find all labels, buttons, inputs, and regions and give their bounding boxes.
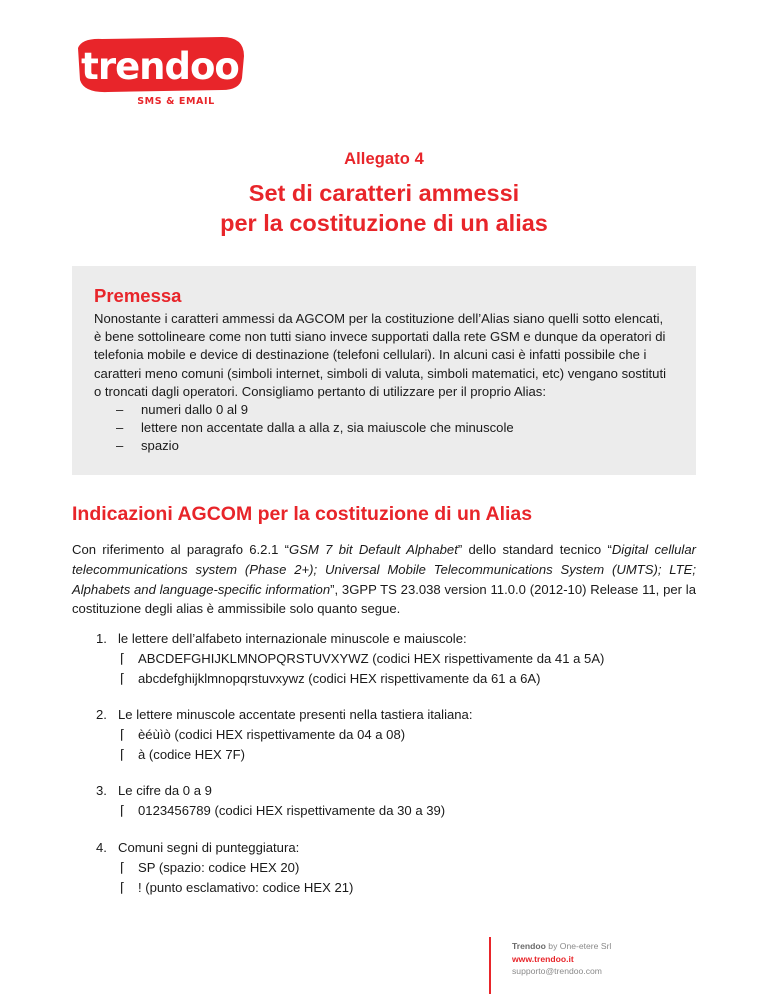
footer-company	[512, 940, 611, 953]
sub-item-text: 0123456789 (codici HEX rispettivamente da 30 a 39)	[138, 802, 446, 818]
logo-wordmark: trendoo	[81, 45, 239, 88]
bracket-bullet: ⌈	[120, 859, 126, 875]
bracket-bullet: ⌈	[120, 746, 126, 762]
numbered-item-heading	[96, 781, 696, 801]
item-label: le lettere dell’alfabeto internazionale minuscole e maiuscole:	[118, 631, 467, 646]
premessa-box	[72, 266, 696, 475]
sub-item	[96, 725, 696, 745]
page-title	[0, 178, 768, 238]
footer	[512, 940, 611, 978]
numbered-item-heading	[96, 838, 696, 858]
section-intro	[72, 540, 696, 619]
numbered-item	[96, 705, 696, 764]
numbered-item-heading	[96, 705, 696, 725]
section-title: Indicazioni AGCOM per la costituzione di un Alias	[72, 503, 533, 525]
sub-item-text: èéùìò (codici HEX rispettivamente da 04 a 08)	[138, 726, 406, 742]
bracket-bullet: ⌈	[120, 802, 126, 818]
bracket-bullet: ⌈	[120, 879, 126, 895]
intro-text-2: ” dello standard tecnico “	[457, 542, 612, 557]
sub-item	[96, 801, 696, 821]
footer-divider	[489, 937, 491, 994]
footer-email-link[interactable]: supporto@trendoo.com	[512, 966, 602, 977]
sub-item-text: à (codice HEX 7F)	[138, 746, 245, 762]
page-title-line2: per la costituzione di un alias	[220, 210, 548, 236]
footer-by: by One-etere Srl	[545, 941, 612, 951]
recommendation-list	[94, 401, 674, 456]
numbered-item	[96, 838, 696, 897]
dash-bullet: –	[116, 438, 124, 454]
premessa-text: Nonostante i caratteri ammessi da AGCOM per la costituzione dell’Alias siano quelli sotto elencati, è bene sottolineare come non tutti siano invece supportati dalla rete GSM e dunque da operatori di telefonia mobile e device di destinazione (telefoni cellulari). In alcuni casi è infatti possibile che i caratteri meno comuni (simboli internet, simboli di valuta, simboli matematici, etc) vengano sostituti o troncati dagli operatori. Consigliamo pertanto di utilizzare per il proprio Alias:	[94, 311, 666, 399]
list-item-text: spazio	[141, 438, 179, 454]
sub-item	[96, 858, 696, 878]
sub-item-text: ABCDEFGHIJKLMNOPQRSTUVXYWZ (codici HEX rispettivamente da 41 a 5A)	[138, 650, 605, 666]
footer-brand: Trendoo	[512, 941, 546, 951]
logo-tagline: SMS & EMAIL	[137, 96, 215, 106]
list-item	[94, 419, 674, 437]
numbered-item-heading	[96, 629, 696, 649]
item-label: Le cifre da 0 a 9	[118, 783, 212, 798]
sub-item-text: abcdefghijklmnopqrstuvxywz (codici HEX rispettivamente da 61 a 6A)	[138, 670, 541, 686]
item-number: 4.	[96, 840, 107, 855]
premessa-title: Premessa	[94, 285, 182, 306]
list-item-text: lettere non accentate dalla a alla z, sia maiuscole che minuscole	[141, 420, 514, 436]
item-number: 1.	[96, 631, 107, 646]
bracket-bullet: ⌈	[120, 650, 126, 666]
sub-item-text: SP (spazio: codice HEX 20)	[138, 859, 300, 875]
list-item	[94, 437, 674, 455]
sub-item	[96, 745, 696, 765]
intro-text-1: Con riferimento al paragrafo 6.2.1 “	[72, 542, 290, 557]
item-label: Le lettere minuscole accentate presenti nella tastiera italiana:	[118, 707, 473, 722]
sub-item-text: ! (punto esclamativo: codice HEX 21)	[138, 879, 354, 895]
numbered-item	[96, 781, 696, 821]
numbered-item	[96, 629, 696, 688]
page-title-line1: Set di caratteri ammessi	[248, 180, 520, 206]
dash-bullet: –	[116, 420, 124, 436]
dash-bullet: –	[116, 402, 124, 418]
sub-item	[96, 669, 696, 689]
item-number: 2.	[96, 707, 107, 722]
item-label: Comuni segni di punteggiatura:	[118, 840, 300, 855]
trendoo-logo	[72, 34, 248, 106]
bracket-bullet: ⌈	[120, 726, 126, 742]
bracket-bullet: ⌈	[120, 670, 126, 686]
intro-emphasis-1: GSM 7 bit Default Alphabet	[289, 542, 458, 557]
intro-text-3: ”, 3GPP TS 23.038 version 11.0.0 (2012-10) Release 11, per la costituzione degli alias è ammissibile solo quanto segue.	[72, 581, 696, 617]
footer-website-link[interactable]: www.trendoo.it	[512, 953, 574, 964]
intro-emphasis-2: Digital cellular telecommunications system (Phase 2+); Universal Mobile Telecommunications System (UMTS); LTE; Alphabets and language-specific information	[72, 542, 696, 597]
attachment-label: Allegato 4	[344, 150, 424, 168]
sub-item	[96, 878, 696, 898]
list-item	[94, 401, 674, 419]
sub-item	[96, 649, 696, 669]
list-item-text: numeri dallo 0 al 9	[141, 402, 248, 418]
trendoo-logo-graphic	[72, 34, 248, 106]
item-number: 3.	[96, 783, 107, 798]
